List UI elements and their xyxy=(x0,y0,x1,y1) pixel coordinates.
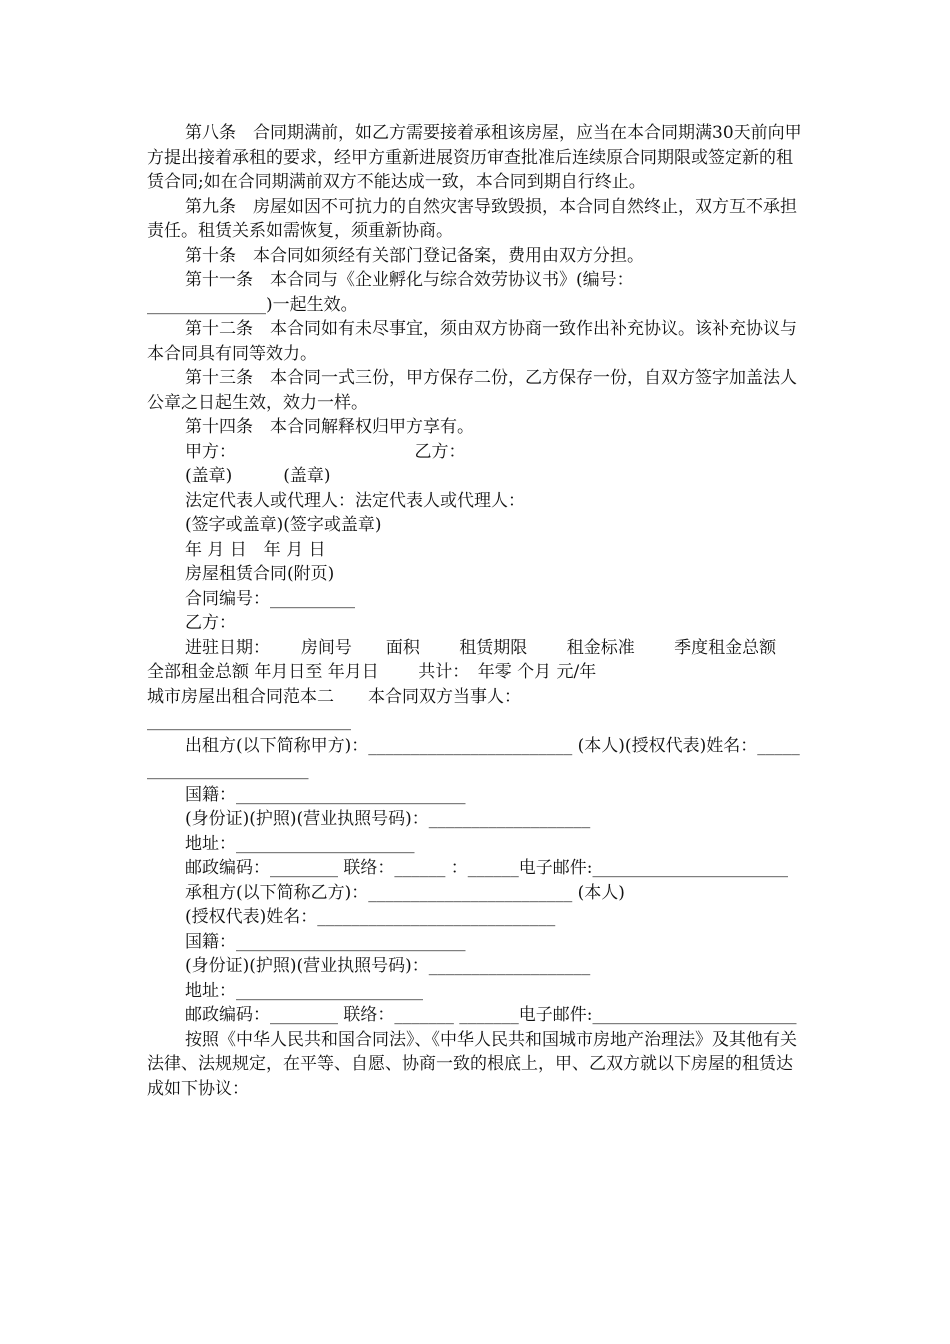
party-labels: 甲方： 乙方： xyxy=(185,441,466,462)
template-two-heading: 城市房屋出租合同范本二 本合同双方当事人： xyxy=(147,686,521,707)
lessee-representative: (授权代表)姓名：____________________________ xyxy=(185,907,556,927)
clause-12: 第十二条 本合同如有未尽事宜，须由双方协商一致作出补充协议。该补充协议与本合同具有同等效力。 xyxy=(147,319,797,364)
legal-basis-paragraph: 按照《中华人民共和国合同法》、《中华人民共和国城市房地产治理法》及其他有关法律、法规规定，在平等、自愿、协商一致的根底上，甲、乙双方就以下房屋的租赁达成如下协议： xyxy=(147,1029,797,1099)
lessor-id: (身份证)(护照)(营业执照号码)：___________________ xyxy=(185,809,591,829)
lessor-contact: 邮政编码：________ 联络：______ ：______电子邮件:_______________________ xyxy=(185,858,789,878)
lessor-address: 地址：_____________________ xyxy=(185,833,415,854)
clause-9: 第九条 房屋如因不可抗力的自然灾害导致毁损，本合同自然终止，双方互不承担责任。租赁关系如需恢复，须重新协商。 xyxy=(147,196,797,241)
clause-11: 第十一条 本合同与《企业孵化与综合效劳协议书》(编号： xyxy=(185,270,634,290)
clause-10: 第十条 本合同如须经有关部门登记备案，费用由双方分担。 xyxy=(185,245,644,266)
clause-14: 第十四条 本合同解释权归甲方享有。 xyxy=(185,417,474,437)
clause-13: 第十三条 本合同一式三份，甲方保存二份，乙方保存一份，自双方签字加盖法人公章之日起生效，效力一样。 xyxy=(147,368,797,413)
appendix-title: 房屋租赁合同(附页) xyxy=(185,564,335,584)
representative-labels: 法定代表人或代理人：法定代表人或代理人： xyxy=(185,490,525,511)
lessor-nationality: 国籍：___________________________ xyxy=(185,784,466,805)
lessee-address: 地址：______________________ xyxy=(185,980,423,1001)
rental-details: 进驻日期： 房间号 面积 租赁期限 租金标准 季度租金总额 全部租金总额 年月日至 年月日 共计： 年零 个月 元/年 xyxy=(147,637,816,682)
contract-page xyxy=(147,121,816,1101)
lessee-name: 承租方(以下简称乙方)：________________________ (本人) xyxy=(185,882,625,903)
clause-8: 第八条 合同期满前，如乙方需要接着承租该房屋，应当在本合同期满30天前向甲方提出接着承租的要求，经甲方重新进展资历审查批准后连续原合同期限或签定新的租赁合同;如在合同期满前双方不能达成一致，本合同到期自行终止。 xyxy=(147,123,802,192)
date-labels: 年 月 日 年 月 日 xyxy=(185,539,326,560)
party-b-label: 乙方： xyxy=(185,613,236,633)
template-two-blank: ________________________ xyxy=(147,711,351,731)
lessee-contact: 邮政编码：________ 联络：_______ _______电子邮件:________________________ xyxy=(185,1005,797,1025)
contract-number: 合同编号：__________ xyxy=(185,588,355,609)
signature-labels: (签字或盖章)(签字或盖章) xyxy=(185,515,382,535)
lessor-name: 出租方(以下简称甲方)：________________________ (本人)(授权代表)姓名：________________________ xyxy=(147,735,800,780)
lessee-nationality: 国籍：___________________________ xyxy=(185,931,466,952)
seal-labels: (盖章) (盖章) xyxy=(185,466,331,486)
clause-11-number-blank: ______________)一起生效。 xyxy=(147,294,358,315)
lessee-id: (身份证)(护照)(营业执照号码)：___________________ xyxy=(185,956,591,976)
